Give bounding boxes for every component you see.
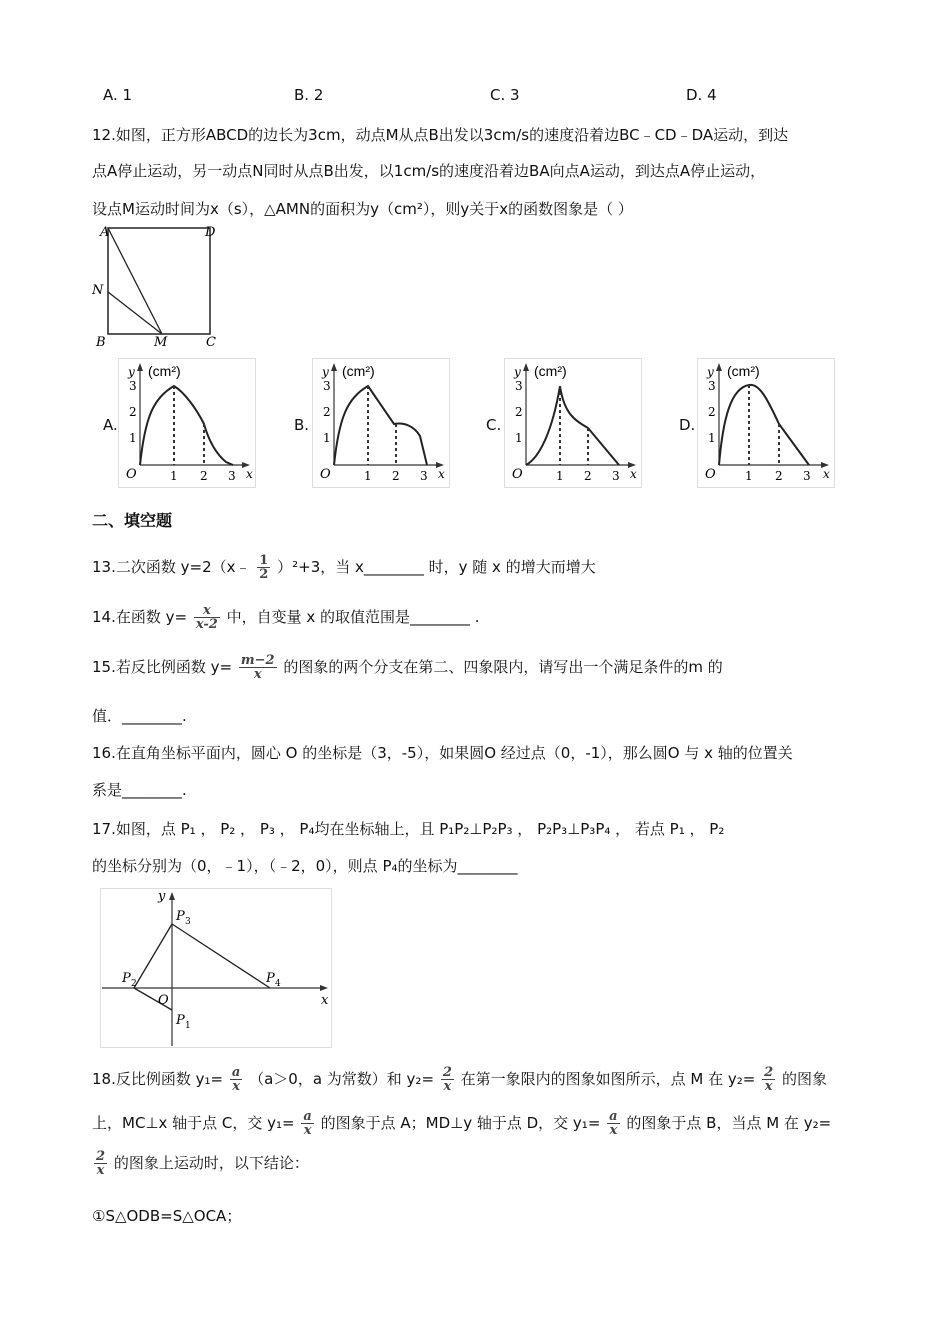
q18-l1d: 的图象 <box>781 1070 827 1088</box>
q18-frac-a3 <box>607 1110 619 1137</box>
section-title: 二、填空题 <box>92 511 173 530</box>
g-c-x: x <box>630 467 637 481</box>
q18-f22-num: 2 <box>764 1065 774 1080</box>
graph-c <box>504 358 642 488</box>
f17-p4: P <box>266 971 275 986</box>
graph-d <box>697 358 835 488</box>
f17-s4: 4 <box>275 979 281 989</box>
q18-fa1-num: a <box>231 1065 241 1080</box>
q15-line1 <box>92 654 723 681</box>
q18-frac-22 <box>762 1066 775 1093</box>
q18-l3: 的图象上运动时，以下结论： <box>113 1154 309 1172</box>
g-d-x: x <box>823 467 830 481</box>
q18-f21-den: x <box>443 1079 452 1094</box>
q18-line3 <box>92 1150 309 1177</box>
graph-b <box>312 358 450 488</box>
q15-num: m−2 <box>240 653 275 668</box>
q18-l1c: 在第一象限内的图象如图所示，点 M 在 y₂= <box>460 1070 756 1088</box>
g-b-t3x: 3 <box>420 469 428 483</box>
q17-line1: 17.如图，点 P₁ ， P₂ ， P₃ ， P₄均在坐标轴上，且 P₁P₂⊥P₂P₃ ， P₂P₃⊥P₃P₄ ， 若点 P₁ ， P₂ <box>92 820 725 838</box>
q18-fa3-num: a <box>609 1109 618 1124</box>
q14-num: x <box>194 604 220 618</box>
g-c-t2y: 2 <box>515 405 523 419</box>
f17-y: y <box>158 889 166 904</box>
g-d-o: O <box>705 467 716 482</box>
g-a-unit: (cm²) <box>148 363 181 379</box>
q12-line2: 点A停止运动，另一动点N同时从点B出发，以1cm/s的速度沿着边BA向点A运动，到达点A停止运动， <box>92 162 766 180</box>
option-d-11: D. 4 <box>686 86 717 104</box>
q18-l1a: 18.反比例函数 y₁= <box>92 1070 224 1088</box>
g-c-t2x: 2 <box>584 469 592 483</box>
f17-s3: 3 <box>185 917 191 927</box>
f17-s1: 1 <box>185 1021 191 1031</box>
graph-option-a: A. <box>103 416 118 434</box>
g-b-t1x: 1 <box>364 469 372 483</box>
q14-den: x-2 <box>195 617 218 632</box>
f17-p2: P <box>122 971 131 986</box>
g-d-t1x: 1 <box>745 469 753 483</box>
g-b-t2x: 2 <box>392 469 400 483</box>
g-a-o: O <box>126 467 137 482</box>
q12-line1: 12.如图，正方形ABCD的边长为3cm，动点M从点B出发以3cm/s的速度沿着边BC﹣CD﹣DA运动，到达 <box>92 126 789 144</box>
g-b-t3y: 3 <box>323 379 331 393</box>
g-c-t3y: 3 <box>515 379 523 393</box>
label-n: N <box>92 283 104 298</box>
q16-line1: 16.在直角坐标平面内，圆心 O 的坐标是（3，-5），如果圆O 经过点（0，-1），那么圆O 与 x 轴的位置关 <box>92 744 793 762</box>
square-figure <box>90 222 220 350</box>
g-d-unit: (cm²) <box>727 363 760 379</box>
q13-fraction <box>257 554 270 581</box>
q18-f22-den: x <box>764 1079 773 1094</box>
q13-prefix: 13.二次函数 y=2（x﹣ <box>92 558 251 576</box>
g-c-t1x: 1 <box>556 469 564 483</box>
q16-line2: 系是________. <box>92 781 187 799</box>
g-c-unit: (cm²) <box>534 363 567 379</box>
g-c-y: y <box>514 365 521 379</box>
g-c-t3x: 3 <box>612 469 620 483</box>
f17-p3: P <box>176 909 185 924</box>
g-a-y: y <box>128 365 135 379</box>
g-a-t3y: 3 <box>129 379 137 393</box>
q14 <box>92 604 480 631</box>
g-c-o: O <box>512 467 523 482</box>
q18-fa1-den: x <box>232 1079 240 1094</box>
q18-line2 <box>92 1110 831 1137</box>
option-b-11: B. 2 <box>294 86 324 104</box>
g-b-t1y: 1 <box>323 431 331 445</box>
q18-f23-num: 2 <box>96 1149 106 1164</box>
q18-line4: ①S△ODB=S△OCA； <box>92 1207 242 1225</box>
g-b-o: O <box>320 467 331 482</box>
g-c-t1y: 1 <box>515 431 523 445</box>
q18-fa2-num: a <box>303 1109 312 1124</box>
g-a-t3x: 3 <box>228 469 236 483</box>
label-d: D <box>205 225 216 240</box>
graph-option-b: B. <box>294 416 310 434</box>
q13 <box>92 554 596 581</box>
q18-l2a: 上，MC⊥x 轴于点 C，交 y₁= <box>92 1114 295 1132</box>
label-c: C <box>206 335 216 350</box>
q18-l2c: 的图象于点 B，当点 M 在 y₂= <box>626 1114 832 1132</box>
g-d-t1y: 1 <box>708 431 716 445</box>
graph-option-c: C. <box>486 416 502 434</box>
q13-suffix: ）²+3，当 x________ 时，y 随 x 的增大而增大 <box>277 558 596 576</box>
q13-num: 1 <box>259 553 269 568</box>
q17-figure <box>100 888 332 1048</box>
q15-prefix: 15.若反比例函数 y= <box>92 658 233 676</box>
g-a-t1x: 1 <box>170 469 178 483</box>
g-d-t2x: 2 <box>775 469 783 483</box>
q15-suffix: 的图象的两个分支在第二、四象限内，请写出一个满足条件的m 的 <box>283 658 723 676</box>
g-d-y: y <box>707 365 714 379</box>
q15-line2: 值．________. <box>92 707 187 725</box>
q13-den: 2 <box>259 567 269 582</box>
g-a-t1y: 1 <box>129 431 137 445</box>
q18-f23-den: x <box>96 1163 105 1178</box>
label-a: A <box>100 225 110 240</box>
q18-l1b: （a＞0，a 为常数）和 y₂= <box>249 1070 435 1088</box>
f17-p1: P <box>176 1013 185 1028</box>
q17-line2: 的坐标分别为（0，﹣1），（﹣2，0），则点 P₄的坐标为________ <box>92 857 518 875</box>
g-a-t2x: 2 <box>200 469 208 483</box>
g-d-t3x: 3 <box>803 469 811 483</box>
graph-option-d: D. <box>679 416 696 434</box>
option-a-11: A. 1 <box>103 86 133 104</box>
q18-l2b: 的图象于点 A；MD⊥y 轴于点 D，交 y₁= <box>320 1114 601 1132</box>
q14-suffix: 中，自变量 x 的取值范围是________ . <box>226 608 480 626</box>
g-b-t2y: 2 <box>323 405 331 419</box>
q18-fa2-den: x <box>303 1123 312 1138</box>
graph-a <box>118 358 256 488</box>
option-c-11: C. 3 <box>490 86 520 104</box>
q14-prefix: 14.在函数 y= <box>92 608 188 626</box>
q18-frac-21 <box>441 1066 454 1093</box>
q15-fraction <box>239 654 277 681</box>
q15-den: x <box>253 667 262 682</box>
q18-line1 <box>92 1066 827 1093</box>
q18-frac-a2 <box>301 1110 313 1137</box>
g-b-x: x <box>438 467 445 481</box>
q12-line3: 设点M运动时间为x（s），△AMN的面积为y（cm²），则y关于x的函数图象是（ ） <box>92 200 633 218</box>
q18-frac-a1 <box>230 1066 242 1093</box>
q18-fa3-den: x <box>609 1123 618 1138</box>
label-m: M <box>154 335 168 350</box>
g-a-x: x <box>246 467 253 481</box>
q18-f21-num: 2 <box>442 1065 452 1080</box>
g-b-unit: (cm²) <box>342 363 375 379</box>
f17-o: O <box>158 993 169 1008</box>
f17-s2: 2 <box>131 979 137 989</box>
g-a-t2y: 2 <box>129 405 137 419</box>
q14-fraction <box>194 604 220 631</box>
g-b-y: y <box>322 365 329 379</box>
q18-frac-23 <box>94 1150 107 1177</box>
label-b: B <box>96 335 106 350</box>
g-d-t3y: 3 <box>708 379 716 393</box>
f17-x: x <box>321 993 329 1008</box>
g-d-t2y: 2 <box>708 405 716 419</box>
